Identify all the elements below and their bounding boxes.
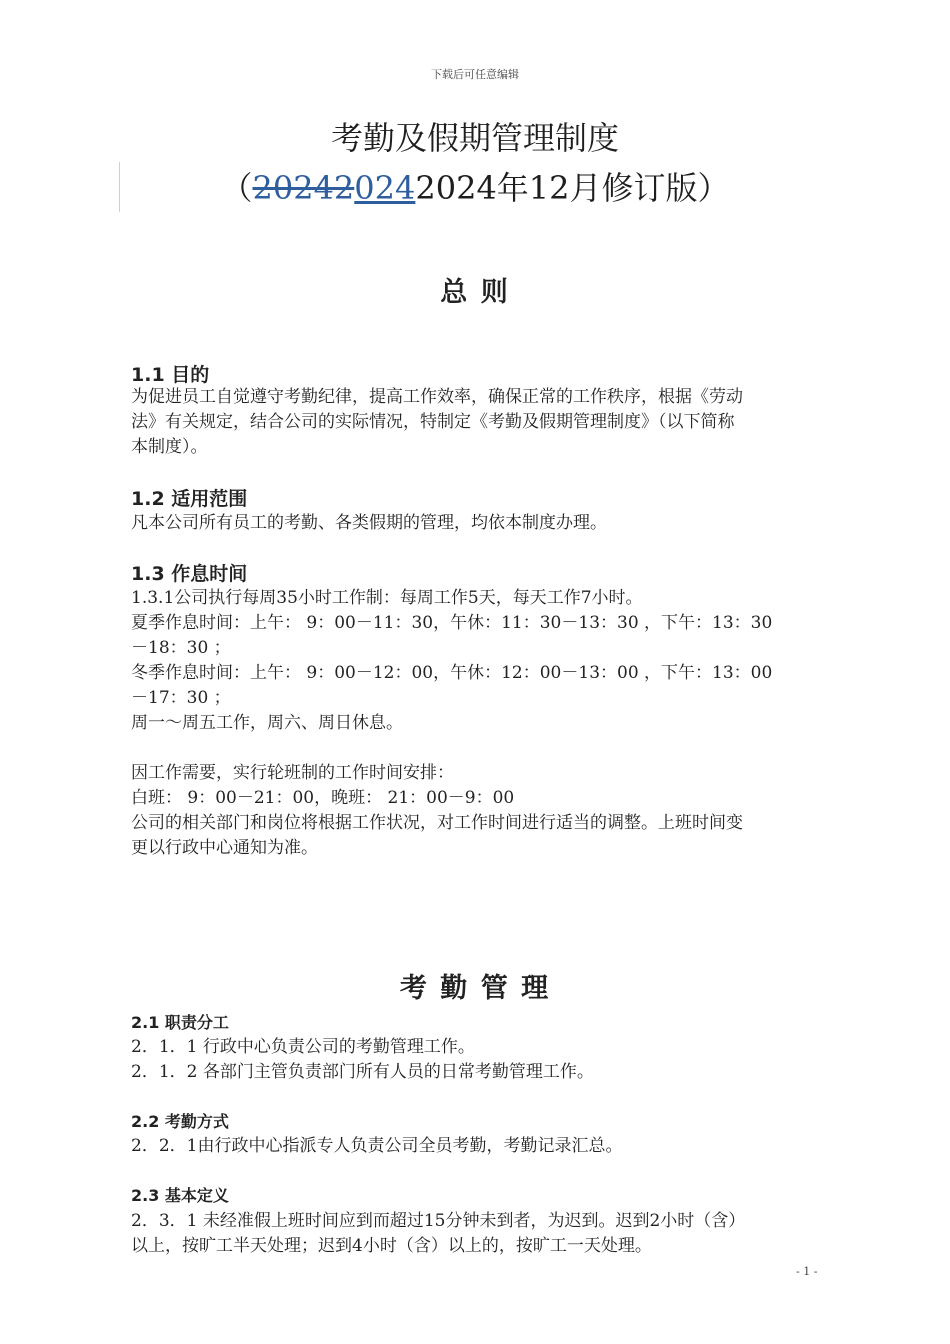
section-1-1-line: 为促进员工自觉遵守考勤纪律，提高工作效率，确保正常的工作秩序，根据《劳动	[131, 387, 743, 407]
section-1-3-line: 冬季作息时间：上午： 9：00－12：00，午休：12：00－13：00 ，下午：13：00	[131, 663, 773, 683]
section-1-3-line: －17：30 ；	[131, 688, 231, 708]
subtitle-open: （	[220, 169, 253, 207]
section-1-1-line: 本制度）。	[131, 437, 208, 457]
section-1-3-line: 周一～周五工作，周六、周日休息。	[131, 713, 403, 733]
document-title: 考勤及假期管理制度	[330, 119, 619, 157]
section-1-3-line: 公司的相关部门和岗位将根据工作状况，对工作时间进行适当的调整。上班时间变	[131, 813, 743, 833]
section-1-2-heading: 1.2 适用范围	[131, 488, 248, 510]
section-1-1-line: 法》有关规定，结合公司的实际情况，特制定《考勤及假期管理制度》（以下简称	[131, 412, 735, 432]
section-1-3-heading: 1.3 作息时间	[131, 563, 248, 585]
section-2-3-line: 2．3．1 未经准假上班时间应到而超过15分钟未到者，为迟到。迟到2小时（含）	[131, 1211, 746, 1231]
page-number: - 1 -	[796, 1265, 818, 1278]
section-2-1-line: 2．1．1 行政中心负责公司的考勤管理工作。	[131, 1037, 475, 1057]
chapter-attendance-title: 考 勤 管 理	[399, 973, 551, 1004]
section-1-2-line: 凡本公司所有员工的考勤、各类假期的管理，均依本制度办理。	[131, 513, 607, 533]
subtitle-deleted-year: 20242	[252, 169, 355, 207]
subtitle-rest: 2024年12月修订版）	[415, 169, 730, 207]
subtitle-inserted-year: 024	[354, 169, 416, 207]
section-2-1-line: 2．1．2 各部门主管负责部门所有人员的日常考勤管理工作。	[131, 1062, 594, 1082]
section-1-3-line: 更以行政中心通知为准。	[131, 838, 318, 858]
section-1-3-line: 1.3.1公司执行每周35小时工作制：每周工作5天，每天工作7小时。	[131, 588, 643, 608]
section-2-2-line: 2．2．1由行政中心指派专人负责公司全员考勤，考勤记录汇总。	[131, 1136, 623, 1156]
header-note: 下载后可任意编辑	[431, 68, 519, 81]
document-subtitle	[0, 166, 950, 210]
section-2-2-heading: 2.2 考勤方式	[131, 1112, 229, 1131]
section-1-1-heading: 1.1 目的	[131, 364, 210, 386]
section-1-3-line: 因工作需要，实行轮班制的工作时间安排：	[131, 763, 454, 783]
section-2-3-heading: 2.3 基本定义	[131, 1186, 229, 1205]
chapter-general-title: 总 则	[440, 277, 510, 308]
section-2-1-heading: 2.1 职责分工	[131, 1013, 229, 1032]
section-1-3-line: －18：30 ；	[131, 638, 231, 658]
section-1-3-line: 夏季作息时间：上午： 9：00－11：30，午休：11：30－13：30 ，下午：13：30	[131, 613, 773, 633]
section-2-3-line: 以上，按旷工半天处理；迟到4小时（含）以上的，按旷工一天处理。	[131, 1236, 652, 1256]
section-1-3-line: 白班： 9：00－21：00，晚班： 21：00－9：00	[131, 788, 515, 808]
